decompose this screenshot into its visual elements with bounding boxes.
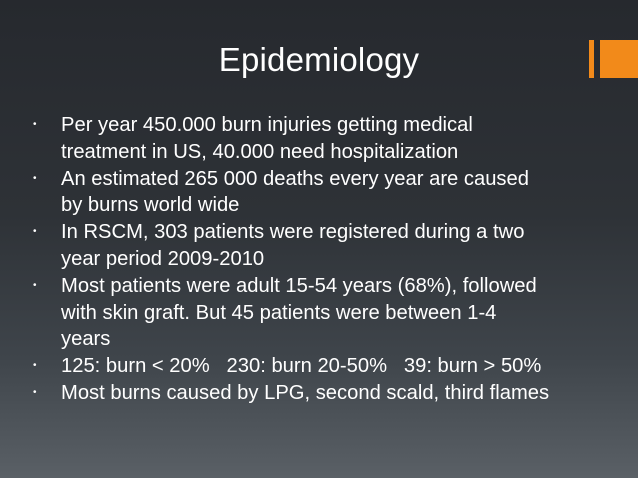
bullet-text-line: Per year 450.000 burn injuries getting medical [61,114,473,136]
bullet-item [0,112,638,166]
bullet-list [0,112,638,407]
bullet-icon: • [33,119,37,130]
slide-title: Epidemiology [218,41,420,78]
bullet-icon: • [33,386,37,398]
bullet-item [0,380,638,407]
bullet-text-line: An estimated 265 000 deaths every year are caused [61,167,529,190]
bullet-item [0,219,638,273]
bullet-text-line: year period 2009-2010 [61,247,265,270]
bullet-icon: • [33,172,37,184]
bullet-text-line: Most burns caused by LPG, second scald, third flames [61,381,550,404]
bullet-text-line: years [61,328,111,351]
bullet-text-line: treatment in US, 40.000 need hospitalization [61,140,459,163]
bullet-icon: • [33,360,37,372]
bullet-text-line: 125: burn < 20% 230: burn 20-50% 39: burn > 50% [61,355,542,378]
accent-bar-thick [600,40,638,78]
bullet-text-line: by burns world wide [61,194,240,217]
bullet-icon: • [33,279,37,291]
bullet-text-line: Most patients were adult 15-54 years (68%), followed [61,274,537,297]
accent-bar-thin [589,40,594,78]
bullet-item [0,273,638,353]
bullet-item [0,353,638,380]
bullet-text-line: In RSCM, 303 patients were registered during a two [61,221,525,244]
bullet-item [0,166,638,220]
bullet-icon: • [33,226,37,238]
bullet-text-line: with skin graft. But 45 patients were between 1-4 [61,301,497,324]
